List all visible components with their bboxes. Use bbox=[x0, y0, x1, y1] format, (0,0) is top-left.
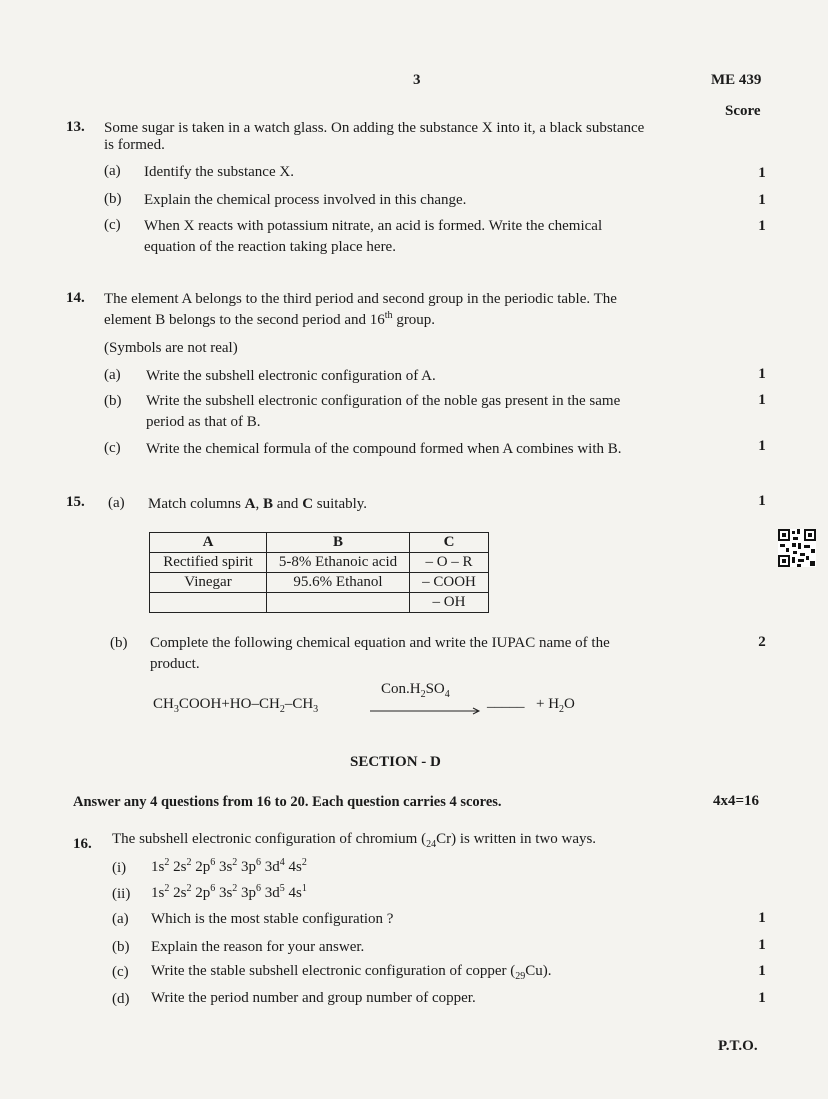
table-header-row bbox=[150, 533, 489, 553]
q16d-mark: 1 bbox=[758, 990, 766, 1006]
score-label: Score bbox=[725, 103, 761, 119]
q16d-text: Write the period number and group number of copper. bbox=[151, 990, 476, 1006]
equation-blank: _____ bbox=[487, 694, 525, 710]
q13b-label: (b) bbox=[104, 191, 122, 207]
q14a-label: (a) bbox=[104, 367, 121, 383]
q16b-mark: 1 bbox=[758, 937, 766, 953]
table-cell: – O – R bbox=[410, 553, 489, 573]
q15a-label: (a) bbox=[108, 495, 125, 511]
q14-number: 14. bbox=[66, 290, 85, 306]
q14-stem-line2: element B belongs to the second period and 16th group. bbox=[104, 310, 436, 328]
q15a-text: Match columns A, B and C suitably. bbox=[148, 496, 368, 512]
q16i-label: (i) bbox=[112, 860, 127, 876]
equation-reagent: $Con.H_2SO_4$ bbox=[381, 681, 450, 700]
q14c-text: Write the chemical formula of the compound formed when A combines with B. bbox=[146, 441, 622, 457]
q16ii-label: (ii) bbox=[112, 886, 131, 902]
table-cell bbox=[267, 593, 410, 613]
section-d-scores: 4x4=16 bbox=[713, 793, 760, 809]
q16-number: 16. bbox=[73, 836, 92, 852]
q13-stem-line1: Some sugar is taken in a watch glass. On adding the substance X into it, a black substance bbox=[104, 120, 645, 136]
q16a-mark: 1 bbox=[758, 910, 766, 926]
q13a-mark: 1 bbox=[758, 165, 766, 181]
q15a-mark: 1 bbox=[758, 493, 766, 509]
table-cell: Vinegar bbox=[150, 573, 267, 593]
q15b-mark: 2 bbox=[758, 634, 766, 650]
paper-code: ME 439 bbox=[711, 72, 762, 88]
q16c-label: (c) bbox=[112, 964, 129, 980]
table-row bbox=[150, 573, 489, 593]
q16b-text: Explain the reason for your answer. bbox=[151, 939, 365, 955]
qr-code-icon bbox=[778, 529, 816, 567]
config-ii: $1s^2$ $2s^2$ $2p^6$ $3s^2$ $3p^6$ $3d^5$ $4s^1$ bbox=[151, 883, 307, 901]
q13c-line2: equation of the reaction taking place here. bbox=[144, 239, 396, 255]
q16a-text: Which is the most stable configuration ? bbox=[151, 911, 394, 927]
q13b-mark: 1 bbox=[758, 192, 766, 208]
q15b-label: (b) bbox=[110, 635, 128, 651]
q13a-label: (a) bbox=[104, 163, 121, 179]
table-header: A bbox=[150, 533, 267, 553]
table-cell: – COOH bbox=[410, 573, 489, 593]
q14b-mark: 1 bbox=[758, 392, 766, 408]
q15b-line2: product. bbox=[150, 656, 200, 672]
section-d-title: SECTION - D bbox=[350, 754, 441, 770]
table-row bbox=[150, 593, 489, 613]
equation-left: $CH_3COOH+HO-CH_2-CH_3$ bbox=[153, 696, 319, 715]
table-cell: 95.6% Ethanol bbox=[267, 573, 410, 593]
section-d-instruction: Answer any 4 questions from 16 to 20. Each question carries 4 scores. bbox=[73, 794, 502, 810]
table-cell: 5-8% Ethanoic acid bbox=[267, 553, 410, 573]
table-header: C bbox=[410, 533, 489, 553]
q14b-line2: period as that of B. bbox=[146, 414, 261, 430]
q16-stem: The subshell electronic configuration of chromium $(_{24}Cr)$ is written in two ways. bbox=[112, 831, 597, 850]
q13c-label: (c) bbox=[104, 217, 121, 233]
q15b-line1: Complete the following chemical equation and write the IUPAC name of the bbox=[150, 635, 610, 651]
table-cell: – OH bbox=[410, 593, 489, 613]
q16a-label: (a) bbox=[112, 911, 129, 927]
q16c-text: Write the stable subshell electronic configuration of copper $(_{29}Cu)$. bbox=[151, 963, 552, 982]
q13-number: 13. bbox=[66, 119, 85, 135]
table-row bbox=[150, 553, 489, 573]
q14b-label: (b) bbox=[104, 393, 122, 409]
q13b-text: Explain the chemical process involved in this change. bbox=[144, 192, 467, 208]
q15-number: 15. bbox=[66, 494, 85, 510]
q13c-mark: 1 bbox=[758, 218, 766, 234]
q14c-label: (c) bbox=[104, 440, 121, 456]
table-header: B bbox=[267, 533, 410, 553]
pto-label: P.T.O. bbox=[718, 1038, 758, 1054]
q13c-line1: When X reacts with potassium nitrate, an acid is formed. Write the chemical bbox=[144, 218, 603, 234]
q14a-mark: 1 bbox=[758, 366, 766, 382]
match-table bbox=[149, 532, 489, 613]
q14c-mark: 1 bbox=[758, 438, 766, 454]
equation-right: + $H_2O$ bbox=[536, 696, 575, 715]
q13a-text: Identify the substance X. bbox=[144, 164, 294, 180]
table-cell: Rectified spirit bbox=[150, 553, 267, 573]
q14-stem-line1: The element A belongs to the third period and second group in the periodic table. The bbox=[104, 291, 617, 307]
config-i: $1s^2$ $2s^2$ $2p^6$ $3s^2$ $3p^6$ $3d^4$ $4s^2$ bbox=[151, 857, 307, 875]
table-cell bbox=[150, 593, 267, 613]
q16c-mark: 1 bbox=[758, 963, 766, 979]
page-number: 3 bbox=[413, 72, 421, 88]
q16b-label: (b) bbox=[112, 939, 130, 955]
q13-stem-line2: is formed. bbox=[104, 137, 165, 153]
q14a-text: Write the subshell electronic configuration of A. bbox=[146, 368, 436, 384]
q14b-line1: Write the subshell electronic configuration of the noble gas present in the same bbox=[146, 393, 621, 409]
reaction-arrow-icon bbox=[370, 707, 482, 715]
q14-note: (Symbols are not real) bbox=[104, 340, 238, 356]
q16d-label: (d) bbox=[112, 991, 130, 1007]
